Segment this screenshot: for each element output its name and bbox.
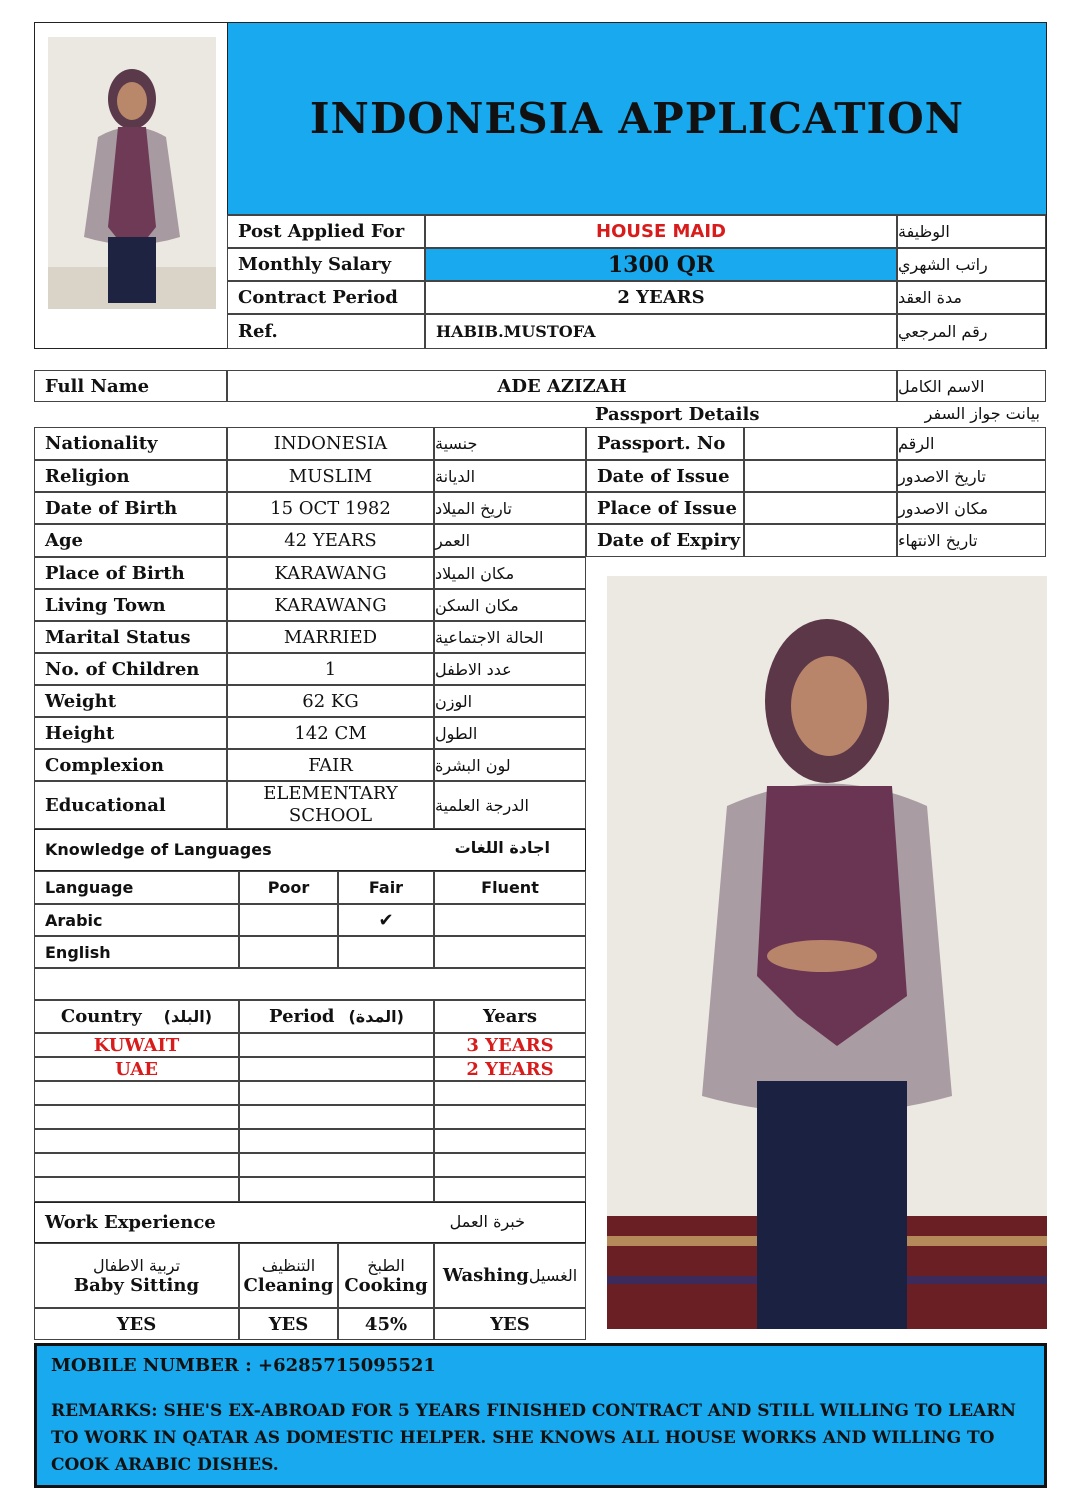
exp-header-country <box>34 1000 239 1033</box>
marital-label-ar: الحالة الاجتماعية <box>434 621 586 653</box>
exp-empty-row <box>239 1081 434 1105</box>
skill-baby-sitting-en: Baby Sitting <box>73 1274 200 1296</box>
age-label-ar: العمر <box>434 524 586 557</box>
children-label-ar: عدد الاطفل <box>434 653 586 685</box>
contract-label-ar: مدة العقد <box>897 281 1046 314</box>
skill-cleaning-value: YES <box>239 1308 338 1340</box>
contract-label: Contract Period <box>227 281 425 314</box>
issue-date-label-ar: تاريخ الاصدور <box>897 460 1046 492</box>
living-town-value: KARAWANG <box>227 589 434 621</box>
lang-arabic-name: Arabic <box>34 904 239 936</box>
marital-value: MARRIED <box>227 621 434 653</box>
exp-empty-row <box>434 1081 586 1105</box>
lang-header-fluent: Fluent <box>434 871 586 904</box>
lang-arabic-fluent <box>434 904 586 936</box>
skill-baby-sitting <box>34 1243 239 1308</box>
ref-label-ar: رقم المرجعي <box>897 314 1046 349</box>
expiry-label: Date of Expiry <box>586 524 744 557</box>
exp-empty-row <box>34 1129 239 1153</box>
passport-no-label: Passport. No <box>586 427 744 460</box>
exp-empty-row <box>239 1129 434 1153</box>
languages-title-ar: اجادة اللغات <box>454 838 550 857</box>
dob-label-ar: تاريخ الميلاد <box>434 492 586 524</box>
nationality-label: Nationality <box>34 427 227 460</box>
exp-header-period-en: Period <box>269 1006 335 1027</box>
languages-title: Knowledge of Languages <box>45 840 272 859</box>
education-label-ar: الدرجة العلمية <box>434 781 586 829</box>
skill-washing <box>434 1243 586 1308</box>
pob-value: KARAWANG <box>227 557 434 589</box>
salary-label-ar: راتب الشهري <box>897 248 1046 281</box>
children-label: No. of Children <box>34 653 227 685</box>
complexion-value: FAIR <box>227 749 434 781</box>
exp-empty-row <box>34 1177 239 1202</box>
ref-value: HABIB.MUSTOFA <box>425 314 897 349</box>
education-label: Educational <box>34 781 227 829</box>
lang-english-poor <box>239 936 338 968</box>
skill-cooking-value: 45% <box>338 1308 434 1340</box>
lang-header-fair: Fair <box>338 871 434 904</box>
salary-label: Monthly Salary <box>227 248 425 281</box>
passport-no-value <box>744 427 897 460</box>
skill-washing-ar: الغسيل <box>528 1266 578 1285</box>
post-label-ar: الوظيفة <box>897 215 1046 248</box>
exp-empty-row <box>434 1105 586 1129</box>
skill-washing-value: YES <box>434 1308 586 1340</box>
exp-empty-row <box>34 1153 239 1177</box>
fullname-label: Full Name <box>34 370 227 402</box>
living-town-label-ar: مكان السكن <box>434 589 586 621</box>
exp-country-1: KUWAIT <box>34 1033 239 1057</box>
work-title: Work Experience <box>45 1212 216 1233</box>
lang-arabic-fair-check-icon: ✔ <box>338 904 434 936</box>
weight-label: Weight <box>34 685 227 717</box>
height-label: Height <box>34 717 227 749</box>
skill-cooking <box>338 1243 434 1308</box>
nationality-label-ar: جنسية <box>434 427 586 460</box>
complexion-label-ar: لون البشرة <box>434 749 586 781</box>
exp-years-2: 2 YEARS <box>434 1057 586 1081</box>
skill-cleaning-en: Cleaning <box>243 1274 334 1296</box>
lang-english-name: English <box>34 936 239 968</box>
skill-cooking-en: Cooking <box>344 1274 428 1296</box>
expiry-label-ar: تاريخ الانتهاء <box>897 524 1046 557</box>
lang-arabic-poor <box>239 904 338 936</box>
expiry-value <box>744 524 897 557</box>
living-town-label: Living Town <box>34 589 227 621</box>
skill-cooking-ar: الطبخ <box>367 1255 405 1275</box>
exp-header-country-ar: (البلد) <box>163 1007 213 1026</box>
issue-date-value <box>744 460 897 492</box>
dob-label: Date of Birth <box>34 492 227 524</box>
exp-empty-row <box>434 1153 586 1177</box>
contract-value: 2 YEARS <box>425 281 897 314</box>
applicant-photo-full <box>607 576 1047 1329</box>
ref-label: Ref. <box>227 314 425 349</box>
skill-baby-sitting-ar: تربية الاطفال <box>92 1255 181 1275</box>
exp-empty-row <box>34 1105 239 1129</box>
mobile-number: MOBILE NUMBER : +6285715095521 <box>51 1355 436 1376</box>
exp-country-2: UAE <box>34 1057 239 1081</box>
dob-value: 15 OCT 1982 <box>227 492 434 524</box>
exp-period-2 <box>239 1057 434 1081</box>
exp-header-years: Years <box>434 1000 586 1033</box>
age-value: 42 YEARS <box>227 524 434 557</box>
skill-cleaning-ar: التنظيف <box>261 1255 316 1275</box>
issue-date-label: Date of Issue <box>586 460 744 492</box>
lang-english-fair <box>338 936 434 968</box>
children-value: 1 <box>227 653 434 685</box>
exp-period-1 <box>239 1033 434 1057</box>
religion-value: MUSLIM <box>227 460 434 492</box>
weight-value: 62 KG <box>227 685 434 717</box>
passport-title: Passport Details <box>595 404 760 425</box>
page-title: INDONESIA APPLICATION <box>309 94 965 143</box>
pob-label-ar: مكان الميلاد <box>434 557 586 589</box>
fullname-label-ar: الاسم الكامل <box>897 370 1046 402</box>
height-label-ar: الطول <box>434 717 586 749</box>
applicant-photo-small <box>48 37 216 309</box>
footer-panel <box>34 1343 1047 1488</box>
religion-label-ar: الديانة <box>434 460 586 492</box>
age-label: Age <box>34 524 227 557</box>
exp-empty-row <box>239 1177 434 1202</box>
spacer-row <box>34 968 586 1000</box>
pob-label: Place of Birth <box>34 557 227 589</box>
exp-header-period-ar: (المدة) <box>348 1007 404 1026</box>
salary-value: 1300 QR <box>425 248 897 281</box>
issue-place-label-ar: مكان الاصدور <box>897 492 1046 524</box>
education-value: ELEMENTARY SCHOOL <box>227 781 434 829</box>
exp-empty-row <box>34 1081 239 1105</box>
lang-header-poor: Poor <box>239 871 338 904</box>
complexion-label: Complexion <box>34 749 227 781</box>
title-banner <box>227 23 1046 215</box>
lang-english-fluent <box>434 936 586 968</box>
religion-label: Religion <box>34 460 227 492</box>
height-value: 142 CM <box>227 717 434 749</box>
fullname-value: ADE AZIZAH <box>227 370 897 402</box>
lang-header-language: Language <box>34 871 239 904</box>
exp-years-1: 3 YEARS <box>434 1033 586 1057</box>
exp-header-period <box>239 1000 434 1033</box>
skill-baby-sitting-value: YES <box>34 1308 239 1340</box>
exp-header-country-en: Country <box>60 1006 142 1027</box>
post-value: HOUSE MAID <box>425 215 897 248</box>
nationality-value: INDONESIA <box>227 427 434 460</box>
passport-no-label-ar: الرقم <box>897 427 1046 460</box>
skill-washing-en: Washing <box>442 1265 529 1286</box>
weight-label-ar: الوزن <box>434 685 586 717</box>
work-title-ar: خبرة العمل <box>449 1212 525 1231</box>
post-label: Post Applied For <box>227 215 425 248</box>
issue-place-label: Place of Issue <box>586 492 744 524</box>
exp-empty-row <box>239 1153 434 1177</box>
issue-place-value <box>744 492 897 524</box>
exp-empty-row <box>239 1105 434 1129</box>
passport-title-ar: بيانت جواز السفر <box>924 404 1040 423</box>
skill-cleaning <box>239 1243 338 1308</box>
marital-label: Marital Status <box>34 621 227 653</box>
exp-empty-row <box>434 1177 586 1202</box>
exp-empty-row <box>434 1129 586 1153</box>
remarks: REMARKS: SHE'S EX-ABROAD FOR 5 YEARS FINISHED CONTRACT AND STILL WILLING TO LEARN TO WORK IN QATAR AS DOMESTIC HELPER. SHE KNOWS ALL HOUSE WORKS AND WILLING TO COOK ARABIC DISHES. <box>51 1401 1016 1475</box>
